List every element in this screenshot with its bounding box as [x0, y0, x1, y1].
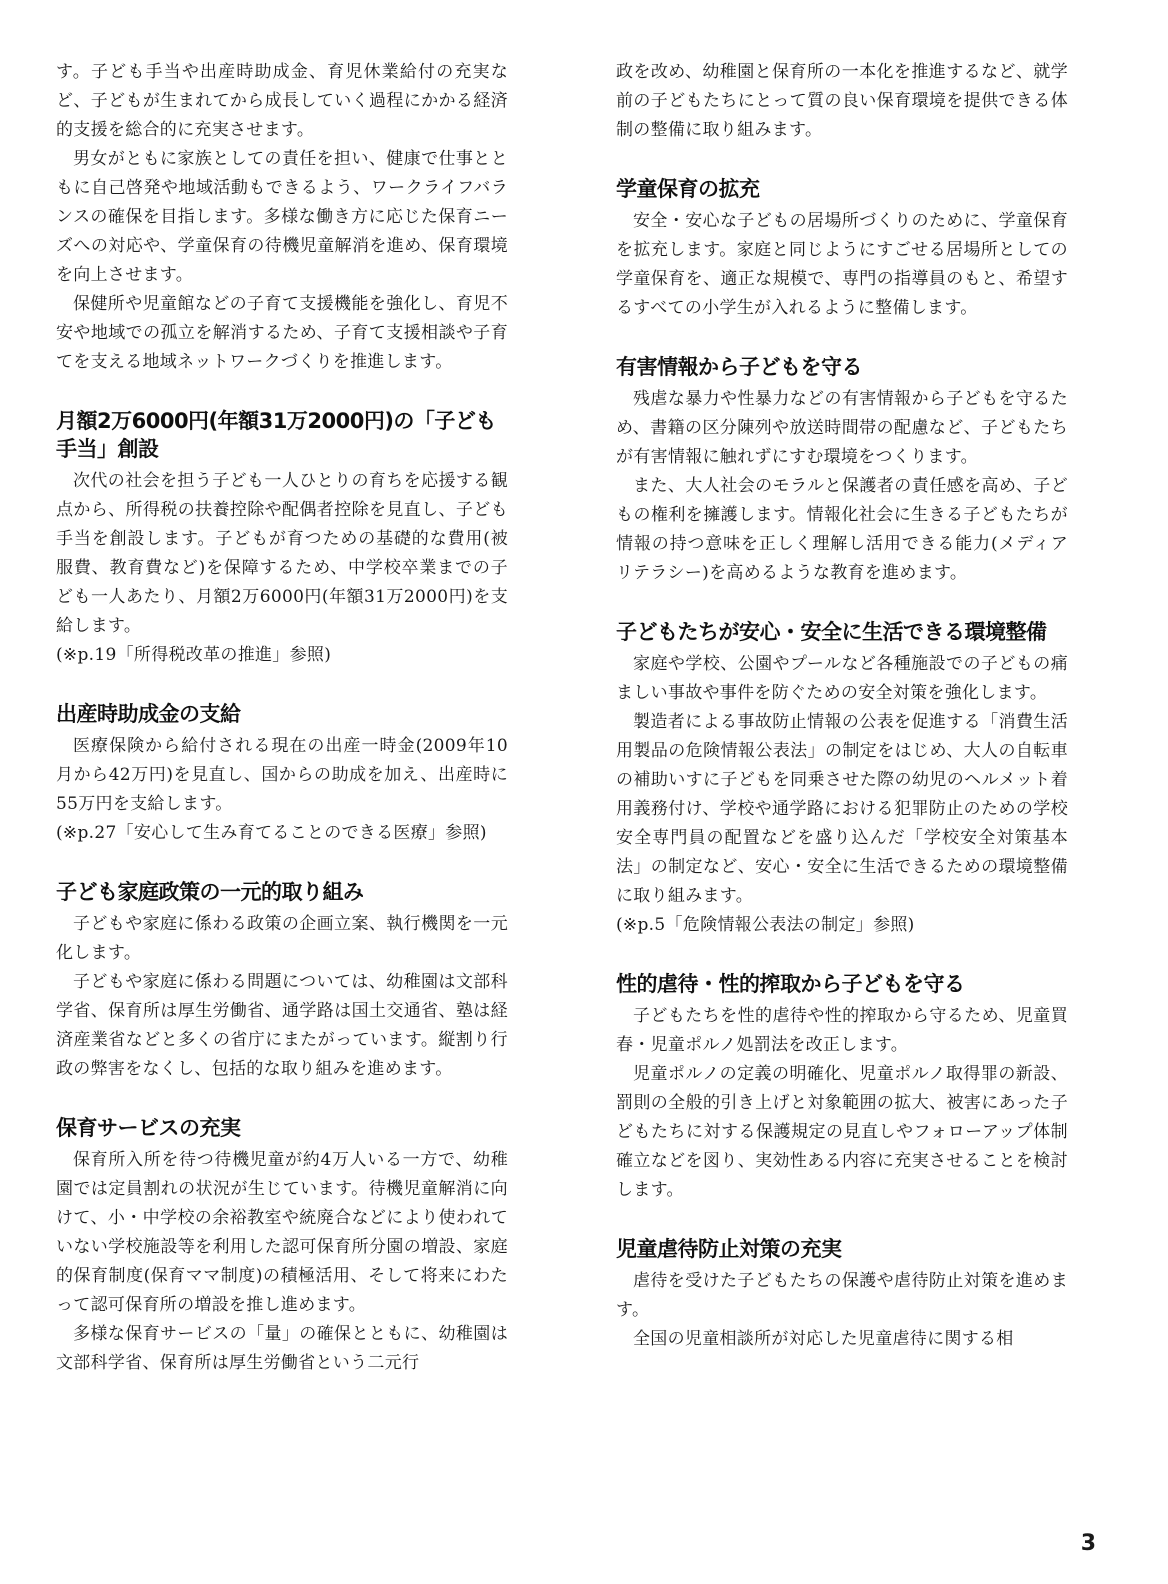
paragraph: 残虐な暴力や性暴力などの有害情報から子どもを守るため、書籍の区分陳列や放送時間帯の配慮など、子どもたちが有害情報に触れずにすむ環境をつくります。	[616, 389, 1068, 467]
section-harmful-info	[616, 353, 1068, 588]
section-child-allowance	[56, 407, 508, 670]
paragraph: 全国の児童相談所が対応した児童虐待に関する相	[633, 1329, 1014, 1349]
paragraph: 子どもや家庭に係わる政策の企画立案、執行機関を一元化します。	[56, 914, 508, 963]
left-column	[56, 58, 508, 1408]
section-abuse-prevention	[616, 1235, 1068, 1354]
reference-note: (※p.5「危険情報公表法の制定」参照)	[616, 915, 915, 935]
section-after-school-care	[616, 175, 1068, 323]
section-heading: 保育サービスの充実	[56, 1116, 241, 1140]
paragraph: 安全・安心な子どもの居場所づくりのために、学童保育を拡充します。家庭と同じようにすごせる居場所としての学童保育を、適正な規模で、専門の指導員のもと、希望するすべての小学生が入れるように整備します。	[616, 211, 1068, 318]
section-safe-environment	[616, 618, 1068, 940]
paragraph: 子どもや家庭に係わる問題については、幼稚園は文部科学省、保育所は厚生労働省、通学路は国土交通省、塾は経済産業省などと多くの省庁にまたがっています。縦割り行政の弊害をなくし、包括的な取り組みを進めます。	[56, 972, 508, 1079]
section-intro-continued	[56, 58, 508, 377]
paragraph: また、大人社会のモラルと保護者の責任感を高め、子どもの権利を擁護します。情報化社会に生きる子どもたちが情報の持つ意味を正しく理解し活用できる能力(メディアリテラシー)を高めるような教育を進めます。	[616, 476, 1068, 583]
section-sexual-abuse	[616, 970, 1068, 1205]
paragraph: 保育所入所を待つ待機児童が約4万人いる一方で、幼稚園では定員割れの状況が生じています。待機児童解消に向けて、小・中学校の余裕教室や統廃合などにより使われていない学校施設等を利用した認可保育所分園の増設、家庭的保育制度(保育ママ制度)の積極活用、そして将来にわたって認可保育所の増設を推し進めます。	[56, 1150, 508, 1315]
paragraph: 医療保険から給付される現在の出産一時金(2009年10月から42万円)を見直し、国からの助成を加え、出産時に55万円を支給します。	[56, 736, 508, 814]
reference-note: (※p.27「安心して生み育てることのできる医療」参照)	[56, 823, 487, 843]
section-heading: 有害情報から子どもを守る	[616, 355, 862, 379]
paragraph: 児童ポルノの定義の明確化、児童ポルノ取得罪の新設、罰則の全般的引き上げと対象範囲の拡大、被害にあった子どもたちに対する保護規定の見直しやフォローアップ体制確立などを図り、実効性ある内容に充実させることを検討します。	[616, 1064, 1068, 1200]
section-childcare-continued	[616, 58, 1068, 145]
page-number: 3	[1080, 1531, 1096, 1556]
section-heading: 出産時助成金の支給	[56, 702, 241, 726]
section-heading: 性的虐待・性的搾取から子どもを守る	[616, 972, 965, 996]
paragraph: 家庭や学校、公園やプールなど各種施設での子どもの痛ましい事故や事件を防ぐための安全対策を強化します。	[616, 654, 1068, 703]
paragraph: 虐待を受けた子どもたちの保護や虐待防止対策を進めます。	[616, 1271, 1068, 1320]
paragraph: 子どもたちを性的虐待や性的搾取から守るため、児童買春・児童ポルノ処罰法を改正します。	[616, 1006, 1068, 1055]
section-heading: 子どもたちが安心・安全に生活できる環境整備	[616, 620, 1047, 644]
paragraph: 政を改め、幼稚園と保育所の一本化を推進するなど、就学前の子どもたちにとって質の良い保育環境を提供できる体制の整備に取り組みます。	[616, 62, 1068, 140]
paragraph: 次代の社会を担う子ども一人ひとりの育ちを応援する観点から、所得税の扶養控除や配偶者控除を見直し、子ども手当を創設します。子どもが育つための基礎的な費用(被服費、教育費など)を保障するため、中学校卒業までの子ども一人あたり、月額2万6000円(年額31万2000円)を支給します。	[56, 471, 508, 636]
section-birth-subsidy	[56, 700, 508, 848]
paragraph: 保健所や児童館などの子育て支援機能を強化し、育児不安や地域での孤立を解消するため、子育て支援相談や子育てを支える地域ネットワークづくりを推進します。	[56, 294, 508, 372]
section-heading: 月額2万6000円(年額31万2000円)の「子ども手当」創設	[56, 409, 496, 461]
paragraph: す。子ども手当や出産時助成金、育児休業給付の充実など、子どもが生まれてから成長していく過程にかかる経済的支援を総合的に充実させます。	[56, 62, 508, 140]
section-unified-policy	[56, 878, 508, 1084]
right-column	[616, 58, 1068, 1384]
section-heading: 学童保育の拡充	[616, 177, 760, 201]
section-heading: 子ども家庭政策の一元的取り組み	[56, 880, 364, 904]
paragraph: 製造者による事故防止情報の公表を促進する「消費生活用製品の危険情報公表法」の制定をはじめ、大人の自転車の補助いすに子どもを同乗させた際の幼児のヘルメット着用義務付け、学校や通学路における犯罪防止のための学校安全専門員の配置などを盛り込んだ「学校安全対策基本法」の制定など、安心・安全に生活できるための環境整備に取り組みます。	[616, 712, 1068, 906]
section-childcare-services	[56, 1114, 508, 1378]
section-heading: 児童虐待防止対策の充実	[616, 1237, 842, 1261]
paragraph: 男女がともに家族としての責任を担い、健康で仕事とともに自己啓発や地域活動もできるよう、ワークライフバランスの確保を目指します。多様な働き方に応じた保育ニーズへの対応や、学童保育の待機児童解消を進め、保育環境を向上させます。	[56, 149, 508, 285]
reference-note: (※p.19「所得税改革の推進」参照)	[56, 645, 332, 665]
paragraph: 多様な保育サービスの「量」の確保とともに、幼稚園は文部科学省、保育所は厚生労働省という二元行	[56, 1324, 508, 1373]
